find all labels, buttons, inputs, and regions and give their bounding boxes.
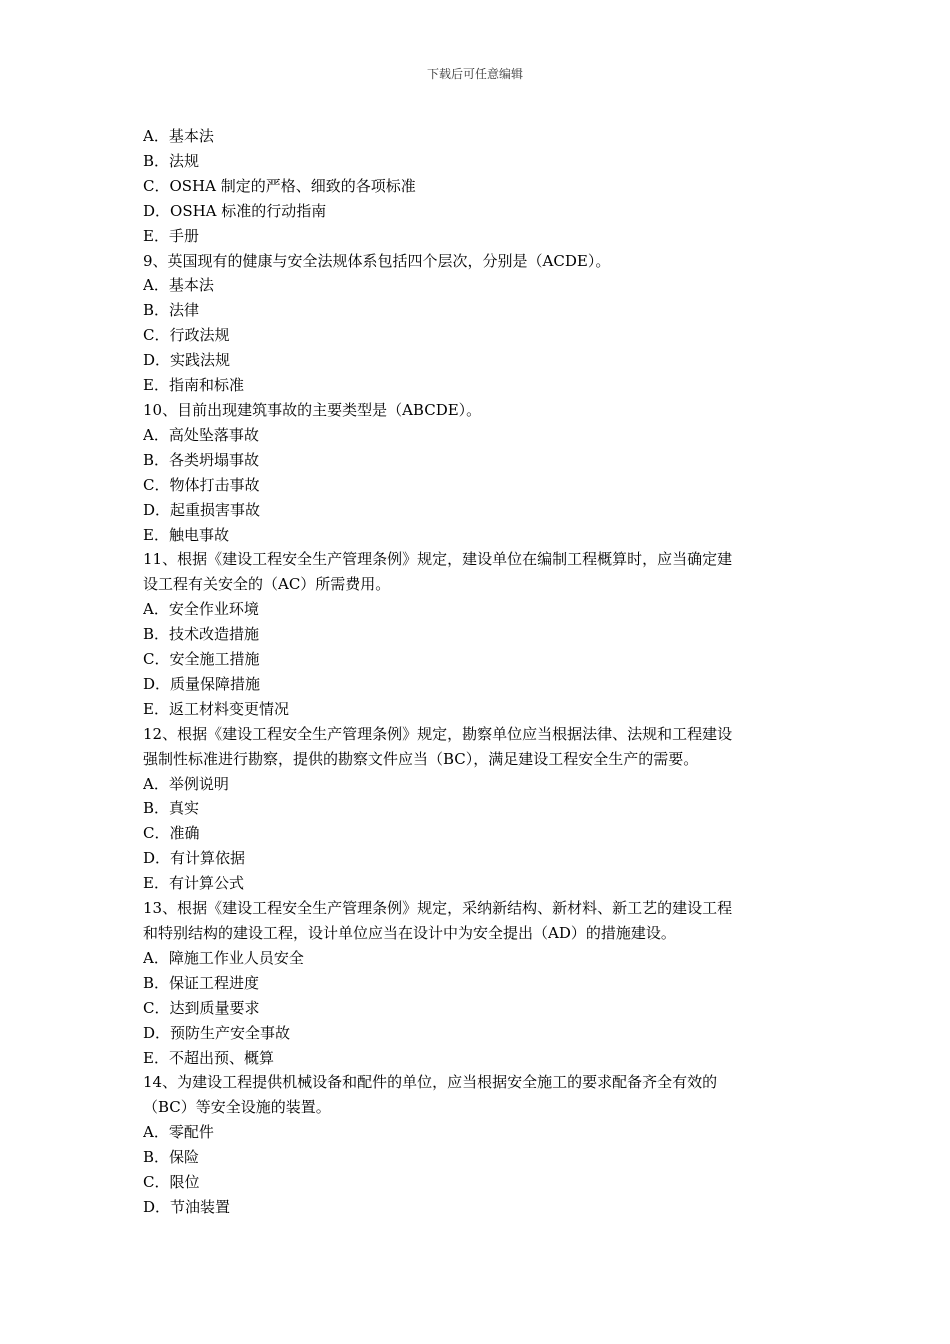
option-10-b: B．各类坍塌事故	[143, 450, 260, 469]
question-13	[143, 896, 809, 1070]
option-13-b: B．保证工程进度	[143, 973, 260, 992]
option-13-a: A．障施工作业人员安全	[143, 948, 304, 967]
question-13-text-line-1: 13、根据《建设工程安全生产管理条例》规定，采纳新结构、新材料、新工艺的建设工程	[143, 899, 733, 918]
option-14-d: D．节油装置	[143, 1197, 231, 1216]
option-13-e: E．不超出预、概算	[143, 1048, 274, 1067]
question-12-text-line-2: 强制性标准进行勘察，提供的勘察文件应当（BC），满足建设工程安全生产的需要。	[143, 749, 699, 768]
option-14-c: C．限位	[143, 1173, 200, 1192]
question-14-text-line-2: （BC）等安全设施的装置。	[143, 1098, 331, 1117]
option-10-d: D．起重损害事故	[143, 500, 261, 519]
question-8-options	[143, 124, 809, 249]
option-8-c: C．OSHA 制定的严格、细致的各项标准	[143, 176, 416, 195]
question-11	[143, 547, 809, 721]
question-12-text-line-1: 12、根据《建设工程安全生产管理条例》规定，勘察单位应当根据法律、法规和工程建设	[143, 724, 733, 743]
option-11-a: A．安全作业环境	[143, 600, 259, 619]
option-9-c: C．行政法规	[143, 326, 230, 345]
question-10	[143, 398, 809, 547]
option-10-c: C．物体打击事故	[143, 475, 260, 494]
question-13-text-line-2: 和特别结构的建设工程，设计单位应当在设计中为安全提出（AD）的措施建设。	[143, 924, 676, 942]
option-8-d: D．OSHA 标准的行动指南	[143, 201, 327, 220]
option-11-e: E．返工材料变更情况	[143, 699, 289, 718]
option-11-c: C．安全施工措施	[143, 650, 260, 669]
option-11-d: D．质量保障措施	[143, 674, 261, 693]
question-10-text: 10、目前出现建筑事故的主要类型是（ABCDE）。	[143, 400, 482, 419]
option-10-a: A．高处坠落事故	[143, 425, 259, 444]
question-11-text-line-1: 11、根据《建设工程安全生产管理条例》规定，建设单位在编制工程概算时，应当确定建	[143, 550, 733, 569]
option-8-e: E．手册	[143, 226, 199, 245]
option-8-b: B．法规	[143, 151, 200, 170]
option-12-d: D．有计算依据	[143, 849, 246, 868]
question-11-text-line-2: 设工程有关安全的（AC）所需费用。	[143, 575, 391, 594]
option-12-c: C．准确	[143, 824, 200, 843]
option-13-c: C．达到质量要求	[143, 998, 260, 1017]
question-14	[143, 1070, 809, 1219]
option-10-e: E．触电事故	[143, 525, 229, 544]
question-12	[143, 722, 809, 896]
option-11-b: B．技术改造措施	[143, 625, 260, 644]
question-9	[143, 249, 809, 398]
page-header: 下载后可任意编辑	[426, 67, 523, 81]
option-9-d: D．实践法规	[143, 351, 231, 370]
option-9-e: E．指南和标准	[143, 376, 244, 395]
option-14-b: B．保险	[143, 1148, 200, 1167]
option-9-b: B．法律	[143, 301, 200, 320]
option-9-a: A．基本法	[143, 276, 214, 295]
option-8-a: A．基本法	[143, 127, 214, 145]
question-14-text-line-1: 14、为建设工程提供机械设备和配件的单位，应当根据安全施工的要求配备齐全有效的	[143, 1073, 718, 1092]
option-12-b: B．真实	[143, 799, 200, 818]
option-13-d: D．预防生产安全事故	[143, 1023, 291, 1042]
question-9-text: 9、英国现有的健康与安全法规体系包括四个层次，分别是（ACDE）。	[143, 251, 611, 270]
option-12-e: E．有计算公式	[143, 874, 244, 893]
document-body	[143, 124, 809, 1220]
option-12-a: A．举例说明	[143, 774, 229, 793]
option-14-a: A．零配件	[143, 1123, 214, 1142]
